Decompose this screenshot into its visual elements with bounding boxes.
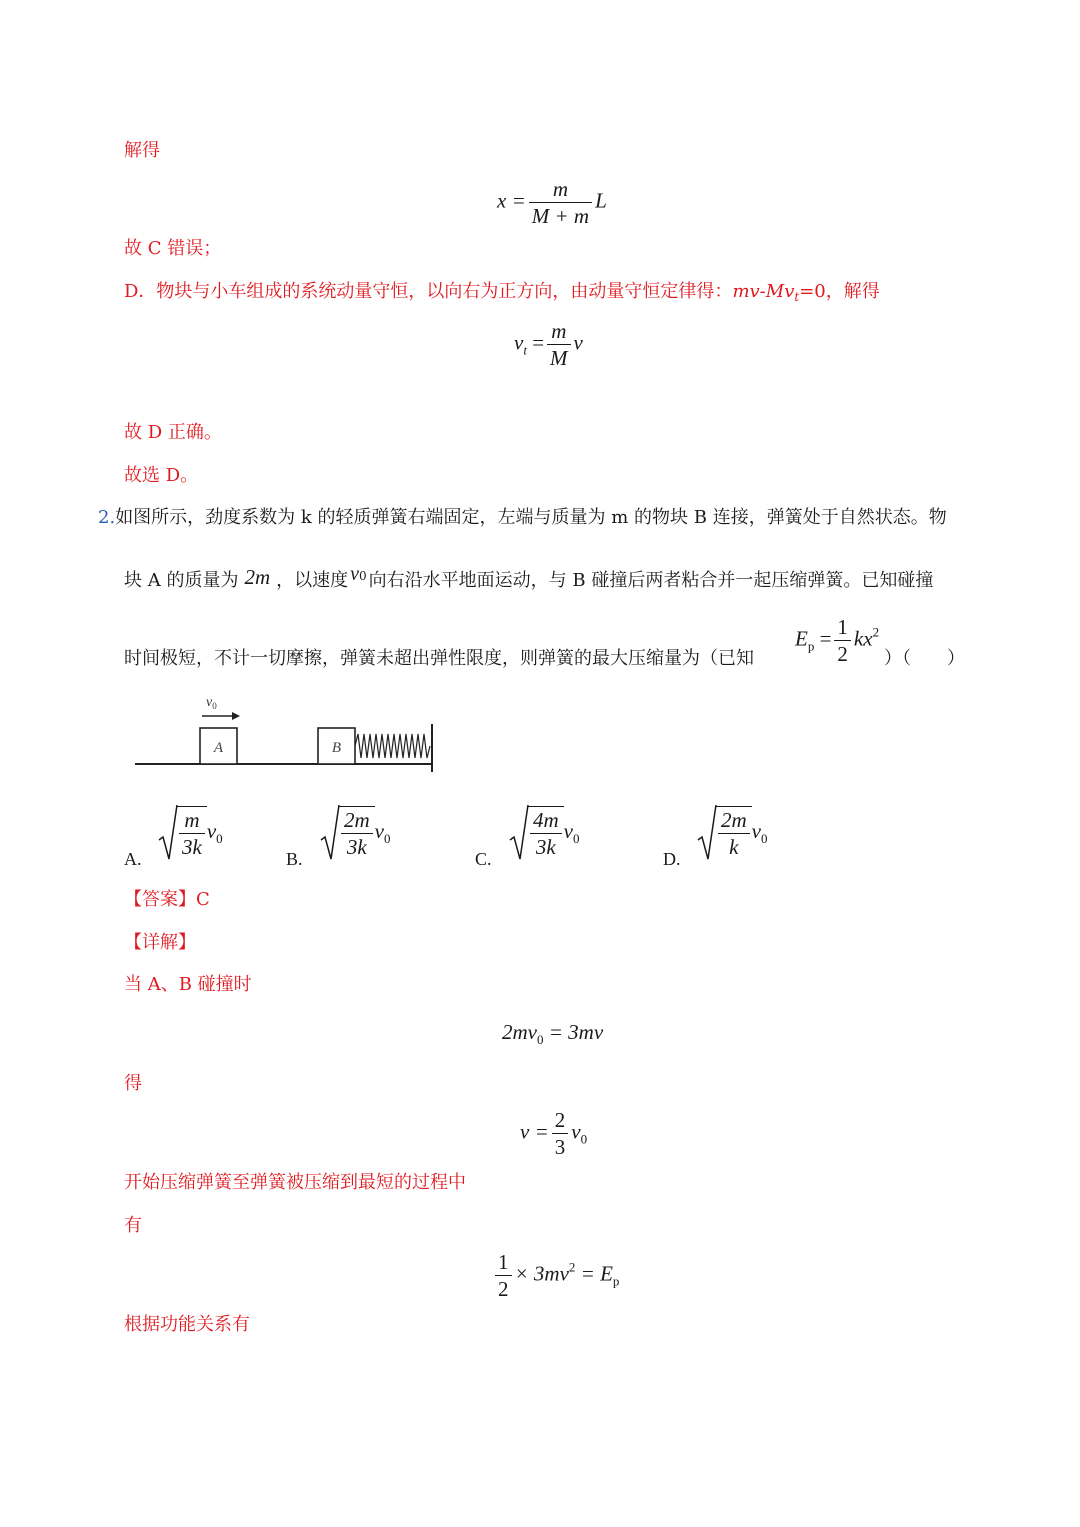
given-ep-sup: 2 bbox=[872, 624, 880, 640]
equation-x bbox=[497, 176, 607, 229]
choice-a-denominator: 3k bbox=[182, 835, 202, 859]
conclusion-d: 故 D 正确。 bbox=[124, 422, 222, 443]
eq-vt-numerator: m bbox=[547, 318, 571, 345]
given-ep-denominator: 2 bbox=[837, 642, 848, 666]
eq-vt-lhs: v bbox=[514, 330, 524, 355]
eq-energy-fraction bbox=[495, 1249, 512, 1302]
choice-a-tail: v bbox=[206, 819, 217, 843]
choice-b-numerator: 2m bbox=[341, 807, 373, 834]
given-ep-tail: kx bbox=[853, 626, 873, 651]
choice-c-denominator: 3k bbox=[535, 835, 556, 859]
de-label: 得 bbox=[124, 1073, 142, 1094]
question-number: 2. bbox=[98, 507, 116, 528]
eq-vt-tail: v bbox=[573, 330, 583, 355]
equation-energy bbox=[492, 1249, 619, 1302]
answer-label: 【答案】C bbox=[124, 889, 210, 910]
eq-energy-sub: p bbox=[612, 1273, 620, 1289]
question-2-text-2a: 块 A 的质量为 bbox=[124, 570, 239, 591]
jiede-label-1: 解得 bbox=[124, 140, 160, 161]
equation-vt bbox=[514, 318, 583, 371]
eq-x-lhs: x = bbox=[497, 188, 526, 213]
given-ep-lhs: E bbox=[795, 626, 808, 651]
process-text: 开始压缩弹簧至弹簧被压缩到最短的过程中 bbox=[124, 1172, 466, 1193]
question-2-text-2b: ，以速度 bbox=[276, 570, 349, 591]
question-2-line-3-end: ）（ ） bbox=[884, 648, 965, 669]
choice-d-numerator: 2m bbox=[718, 807, 750, 834]
choice-d-expression bbox=[697, 804, 768, 862]
velocity-label bbox=[206, 695, 217, 711]
eq-vt-lhs-sub: t bbox=[523, 342, 527, 358]
choice-b-denominator: 3k bbox=[346, 835, 367, 859]
choice-d-letter: D. bbox=[663, 849, 681, 869]
option-d-equation-sub: t bbox=[794, 290, 800, 304]
choice-c-letter: C. bbox=[475, 849, 492, 869]
question-2-text-2c: 向右沿水平地面运动，与 B 碰撞后两者粘合并一起压缩弹簧。已知碰撞 bbox=[368, 570, 934, 591]
radical-sign-icon bbox=[509, 804, 529, 862]
velocity-arrow-icon bbox=[202, 712, 240, 720]
eq-v-fraction bbox=[552, 1107, 569, 1160]
option-d-equation: mv-Mv bbox=[732, 281, 795, 302]
given-ep-equals: = bbox=[819, 626, 832, 651]
eq-energy-sup: 2 bbox=[568, 1259, 576, 1275]
choice-a-numerator: m bbox=[179, 807, 205, 834]
eq-energy-numerator: 1 bbox=[495, 1249, 512, 1276]
when-collide-text: 当 A、B 碰撞时 bbox=[124, 974, 252, 995]
spring-icon bbox=[355, 734, 430, 758]
eq-x-tail: L bbox=[595, 188, 607, 213]
choice-d-tail-sub: 0 bbox=[761, 831, 768, 846]
option-d-text: D．物块与小车组成的系统动量守恒，以向右为正方向，由动量守恒定律得： bbox=[124, 281, 733, 302]
eq-momentum-sub: 0 bbox=[537, 1032, 544, 1047]
eq-vt-denominator: M bbox=[550, 346, 568, 370]
eq-v-lhs: v = bbox=[520, 1119, 549, 1144]
choice-b-letter: B. bbox=[286, 849, 303, 869]
choice-d-tail: v bbox=[751, 819, 761, 843]
you-label: 有 bbox=[124, 1215, 142, 1236]
choice-c-expression bbox=[509, 804, 580, 862]
choice-b-tail-sub: 0 bbox=[384, 831, 391, 846]
question-2-line-1 bbox=[98, 506, 947, 530]
eq-x-denominator: M + m bbox=[531, 204, 590, 228]
choice-b-expression bbox=[320, 804, 391, 862]
eq-v-denominator: 3 bbox=[554, 1135, 566, 1159]
option-d-equation-tail: =0，解得 bbox=[799, 281, 880, 302]
work-energy-text: 根据功能关系有 bbox=[124, 1314, 250, 1335]
radical-sign-icon bbox=[697, 804, 717, 862]
choices-row bbox=[124, 802, 824, 872]
choice-a-letter: A. bbox=[124, 849, 142, 869]
eq-x-fraction bbox=[529, 176, 592, 229]
given-ep-fraction bbox=[834, 614, 851, 667]
question-2-text-1: 如图所示，劲度系数为 k 的轻质弹簧右端固定，左端与质量为 m 的物块 B 连接，弹簧处于自然状态。物 bbox=[115, 507, 947, 528]
given-energy-formula bbox=[795, 614, 879, 667]
equation-v bbox=[520, 1107, 587, 1160]
block-b-label: B bbox=[331, 740, 342, 756]
radical-sign-icon bbox=[320, 804, 340, 862]
question-2-line-2 bbox=[124, 562, 933, 593]
eq-energy-mid: × 3mv bbox=[514, 1261, 569, 1286]
given-ep-sub: p bbox=[807, 638, 815, 654]
equation-momentum bbox=[502, 1020, 603, 1048]
eq-vt-fraction bbox=[547, 318, 571, 371]
eq-energy-denominator: 2 bbox=[498, 1277, 509, 1301]
choice-a-expression bbox=[158, 804, 223, 862]
choice-c-tail: v bbox=[563, 819, 573, 843]
choose-d: 故选 D。 bbox=[124, 465, 199, 486]
mass-2m: 2m bbox=[244, 565, 271, 589]
option-d-analysis bbox=[124, 280, 880, 309]
question-2-line-3: 时间极短，不计一切摩擦，弹簧未超出弹性限度，则弹簧的最大压缩量为（已知 bbox=[124, 648, 754, 669]
choice-c-numerator: 4m bbox=[530, 807, 562, 834]
eq-energy-rhs: = E bbox=[575, 1261, 613, 1286]
choice-c-tail-sub: 0 bbox=[573, 831, 580, 846]
eq-vt-equals: = bbox=[532, 330, 545, 355]
choice-b-tail: v bbox=[374, 819, 384, 843]
spring-block-figure bbox=[132, 690, 442, 776]
choice-d-denominator: k bbox=[729, 835, 739, 859]
radical-sign-icon bbox=[158, 804, 178, 862]
velocity-v0-sub: 0 bbox=[359, 569, 367, 583]
eq-v-tail: v bbox=[571, 1119, 581, 1144]
velocity-v0: v bbox=[350, 563, 360, 585]
eq-x-numerator: m bbox=[529, 176, 592, 203]
eq-momentum-rhs: = 3mv bbox=[543, 1020, 604, 1044]
conclusion-c: 故 C 错误； bbox=[124, 238, 222, 259]
given-ep-numerator: 1 bbox=[834, 614, 851, 641]
svg-text:v0: $v_0$ bbox=[206, 695, 217, 711]
eq-momentum-lhs: 2mv bbox=[502, 1020, 537, 1044]
detail-heading: 【详解】 bbox=[124, 932, 196, 953]
choice-a-tail-sub: 0 bbox=[216, 831, 223, 846]
eq-v-tail-sub: 0 bbox=[580, 1131, 588, 1147]
block-a-label: A bbox=[213, 740, 224, 756]
eq-v-numerator: 2 bbox=[552, 1107, 569, 1134]
